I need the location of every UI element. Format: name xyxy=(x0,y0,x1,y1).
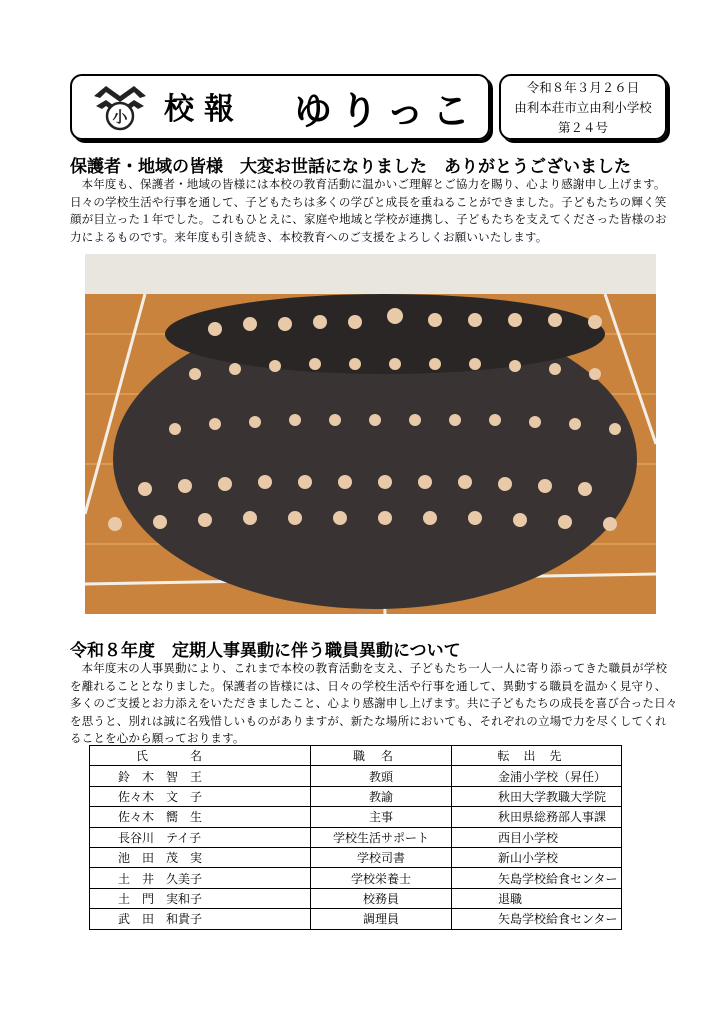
staff-name: 土 門 実和子 xyxy=(90,888,311,908)
staff-destination: 秋田大学教職大学院 xyxy=(452,786,622,806)
staff-name: 土 井 久美子 xyxy=(90,868,311,888)
staff-transfer-table xyxy=(89,745,622,930)
issue-info-box xyxy=(499,74,667,140)
staff-name: 佐々木 文 子 xyxy=(90,786,311,806)
title-prefix: 校報 xyxy=(164,92,244,127)
staff-position: 学校生活サポート xyxy=(311,827,452,847)
staff-destination: 秋田県総務部人事課 xyxy=(452,807,622,827)
header-position: 職名 xyxy=(311,746,452,766)
table-row xyxy=(90,868,622,888)
table-row xyxy=(90,827,622,847)
staff-position: 学校司書 xyxy=(311,847,452,867)
section2-paragraph: 本年度末の人事異動により、これまで本校の教育活動を支え、子どもたち一人一人に寄り添ってきた職員が学校を離れることとなりました。保護者の皆様には、日々の学校生活や行事を通して、異動する職員を温かく見守り、多くのご支援とお力添えをいただきましたこと、心より感謝申し上げます。共に子どもたちの成長を喜び合った日々を思うと、別れは誠に名残惜しいものがありますが、新たな場所においても、それぞれの立場で力を尽くしてくれることを心から願っております。 xyxy=(70,661,678,745)
crest-letter: 小 xyxy=(112,108,128,126)
staff-position: 学校栄養士 xyxy=(311,868,452,888)
table-row xyxy=(90,786,622,806)
staff-destination: 金浦小学校（昇任） xyxy=(452,766,622,786)
newsletter-title-box xyxy=(70,74,490,140)
staff-destination: 矢島学校給食センター xyxy=(452,909,622,929)
section1-heading: 保護者・地域の皆様 大変お世話になりました ありがとうございました xyxy=(70,157,631,177)
section2-body xyxy=(70,660,678,748)
staff-name: 長谷川 テイ子 xyxy=(90,827,311,847)
table-row xyxy=(90,847,622,867)
table-row xyxy=(90,888,622,908)
staff-destination: 退職 xyxy=(452,888,622,908)
header-name: 氏名 xyxy=(90,746,311,766)
school-name: 由利本荘市立由利小学校 xyxy=(514,100,652,115)
staff-destination: 矢島学校給食センター xyxy=(452,868,622,888)
header-destination: 転出先 xyxy=(452,746,622,766)
issue-date: 令和８年３月２６日 xyxy=(526,80,640,95)
staff-position: 教諭 xyxy=(311,786,452,806)
table-row xyxy=(90,807,622,827)
table-header-row xyxy=(90,746,622,766)
group-photo-illustration xyxy=(85,254,656,614)
staff-name: 池 田 茂 実 xyxy=(90,847,311,867)
staff-name: 武 田 和貴子 xyxy=(90,909,311,929)
staff-name: 佐々木 嚮 生 xyxy=(90,807,311,827)
school-crest-logo xyxy=(92,82,148,134)
staff-position: 校務員 xyxy=(311,888,452,908)
issue-number: 第２４号 xyxy=(557,120,608,135)
table-row xyxy=(90,909,622,929)
staff-position: 主事 xyxy=(311,807,452,827)
section1-body xyxy=(70,176,678,246)
newsletter-title: ゆりっこ xyxy=(294,88,479,133)
staff-position: 教頭 xyxy=(311,766,452,786)
staff-name: 鈴 木 智 王 xyxy=(90,766,311,786)
staff-position: 調理員 xyxy=(311,909,452,929)
section1-paragraph: 本年度も、保護者・地域の皆様には本校の教育活動に温かいご理解とご協力を賜り、心より感謝申し上げます。日々の学校生活や行事を通して、子どもたちは多くの学びと成長を重ねることができました。子どもたちの輝く笑顔が目立った１年でした。これもひとえに、家庭や地域と学校が連携し、子どもたちを支えてくださった皆様のお力によるものです。来年度も引き続き、本校教育へのご支援をよろしくお願いいたします。 xyxy=(70,177,667,244)
table-row xyxy=(90,766,622,786)
staff-destination: 西目小学校 xyxy=(452,827,622,847)
class-group-photo xyxy=(85,254,656,614)
staff-destination: 新山小学校 xyxy=(452,847,622,867)
section2-heading: 令和８年度 定期人事異動に伴う職員異動について xyxy=(70,641,461,661)
